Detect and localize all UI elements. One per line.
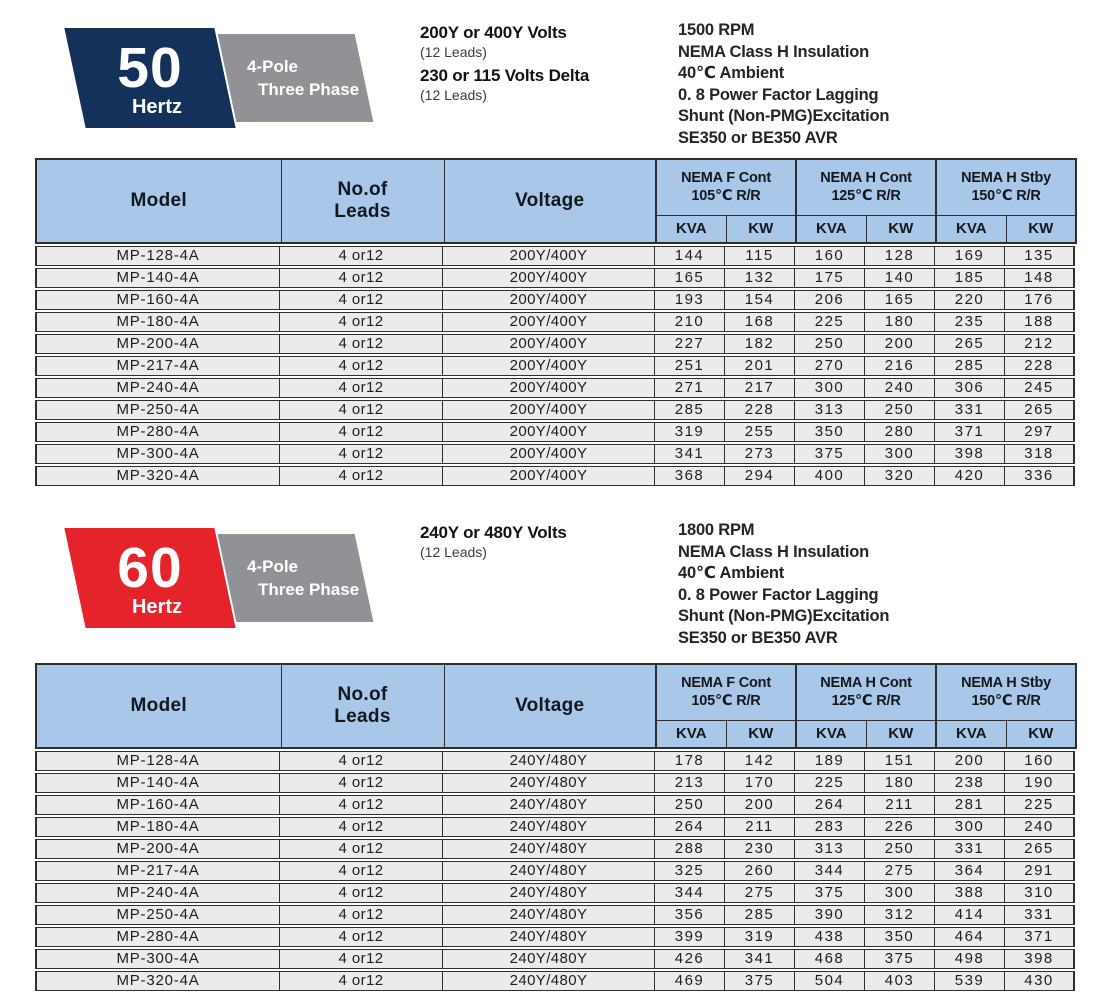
rating-cell: 356: [655, 905, 725, 925]
table-row: [35, 356, 1075, 376]
rating-cell: 336: [1005, 466, 1075, 486]
rating-cell: 160: [795, 246, 865, 266]
rating-cell: 312: [865, 905, 935, 925]
rating-cell: 140: [865, 268, 935, 288]
voltage-line: 200Y or 400Y Volts: [420, 23, 567, 42]
pole-badge: [227, 34, 364, 122]
model-cell: MP-280-4A: [35, 927, 280, 947]
voltage-info: [420, 522, 567, 565]
col-header-model: Model: [36, 159, 281, 243]
rating-cell: 212: [1005, 334, 1075, 354]
rating-cell: 188: [1005, 312, 1075, 332]
rating-cell: 400: [795, 466, 865, 486]
rating-cell: 265: [1005, 839, 1075, 859]
rating-cell: 364: [935, 861, 1005, 881]
spec-line: 40℃ Ambient: [678, 64, 785, 82]
voltage-cell: 200Y/400Y: [443, 444, 655, 464]
model-cell: MP-300-4A: [35, 949, 280, 969]
leads-cell: 4 or12: [280, 971, 443, 991]
spec-line: 1800 RPM: [678, 521, 755, 539]
col-header-kva: KVA: [796, 215, 866, 243]
col-header-kva: KVA: [656, 720, 726, 748]
col-header-kw: KW: [726, 215, 796, 243]
rating-cell: 398: [935, 444, 1005, 464]
rating-cell: 228: [725, 400, 795, 420]
rating-cell: 438: [795, 927, 865, 947]
rating-cell: 225: [795, 312, 865, 332]
voltage-cell: 240Y/480Y: [443, 905, 655, 925]
table-row: [35, 334, 1075, 354]
rating-cell: 325: [655, 861, 725, 881]
rating-cell: 225: [1005, 795, 1075, 815]
rating-cell: 300: [865, 883, 935, 903]
rating-cell: 285: [725, 905, 795, 925]
spec-line: NEMA Class H Insulation: [678, 42, 869, 61]
rating-cell: 128: [865, 246, 935, 266]
rating-cell: 350: [795, 422, 865, 442]
spec-line: NEMA Class H Insulation: [678, 542, 869, 561]
ratings-table-60hz: [35, 663, 1075, 993]
table-body: [35, 749, 1075, 993]
leads-cell: 4 or12: [280, 861, 443, 881]
col-header-kw: KW: [866, 215, 936, 243]
rating-cell: 469: [655, 971, 725, 991]
table-body: [35, 244, 1075, 488]
leads-note: (12 Leads): [420, 44, 487, 60]
rating-cell: 331: [935, 839, 1005, 859]
rating-cell: 285: [935, 356, 1005, 376]
ratings-table-50hz: [35, 158, 1075, 488]
table-row: [35, 751, 1075, 771]
leads-note: (12 Leads): [420, 87, 487, 103]
table-row: [35, 839, 1075, 859]
model-cell: MP-160-4A: [35, 795, 280, 815]
rating-cell: 135: [1005, 246, 1075, 266]
rating-cell: 148: [1005, 268, 1075, 288]
model-cell: MP-200-4A: [35, 334, 280, 354]
pole-badge: [227, 534, 364, 622]
frequency-unit: Hertz: [131, 595, 182, 618]
model-cell: MP-160-4A: [35, 290, 280, 310]
col-header-kw: KW: [1006, 720, 1076, 748]
table-row: [35, 312, 1075, 332]
voltage-cell: 240Y/480Y: [443, 751, 655, 771]
rating-cell: 464: [935, 927, 1005, 947]
rating-cell: 539: [935, 971, 1005, 991]
voltage-cell: 240Y/480Y: [443, 971, 655, 991]
rating-cell: 250: [865, 839, 935, 859]
voltage-line: 230 or 115 Volts Delta: [420, 66, 590, 85]
col-header-voltage: Voltage: [444, 664, 656, 748]
rating-cell: 260: [725, 861, 795, 881]
pole-label: 4-Pole: [247, 557, 299, 576]
rating-cell: 264: [795, 795, 865, 815]
table-row: [35, 422, 1075, 442]
rating-cell: 291: [1005, 861, 1075, 881]
col-group-nema-h-stby: NEMA H Stby 150℃ R/R: [936, 664, 1076, 720]
spec-list: [678, 520, 889, 649]
model-cell: MP-250-4A: [35, 400, 280, 420]
rating-cell: 168: [725, 312, 795, 332]
table-row: [35, 444, 1075, 464]
rating-cell: 132: [725, 268, 795, 288]
rating-cell: 375: [795, 444, 865, 464]
rating-cell: 170: [725, 773, 795, 793]
leads-cell: 4 or12: [280, 795, 443, 815]
rating-cell: 200: [725, 795, 795, 815]
model-cell: MP-180-4A: [35, 817, 280, 837]
table-header: [35, 158, 1077, 244]
leads-cell: 4 or12: [280, 905, 443, 925]
rating-cell: 225: [795, 773, 865, 793]
table-row: [35, 795, 1075, 815]
rating-cell: 264: [655, 817, 725, 837]
voltage-cell: 240Y/480Y: [443, 839, 655, 859]
rating-cell: 403: [865, 971, 935, 991]
rating-cell: 306: [935, 378, 1005, 398]
rating-cell: 281: [935, 795, 1005, 815]
rating-cell: 238: [935, 773, 1005, 793]
rating-cell: 154: [725, 290, 795, 310]
spec-line: Shunt (Non-PMG)Excitation: [678, 607, 890, 625]
col-header-kva: KVA: [656, 215, 726, 243]
leads-cell: 4 or12: [280, 334, 443, 354]
rating-cell: 255: [725, 422, 795, 442]
rating-cell: 265: [935, 334, 1005, 354]
frequency-value: 60: [117, 535, 183, 600]
leads-cell: 4 or12: [280, 751, 443, 771]
voltage-cell: 240Y/480Y: [443, 861, 655, 881]
rating-cell: 390: [795, 905, 865, 925]
model-cell: MP-240-4A: [35, 883, 280, 903]
rating-cell: 245: [1005, 378, 1075, 398]
leads-cell: 4 or12: [280, 949, 443, 969]
table-row: [35, 883, 1075, 903]
col-header-kw: KW: [866, 720, 936, 748]
table-header: [35, 663, 1077, 749]
model-cell: MP-140-4A: [35, 268, 280, 288]
leads-cell: 4 or12: [280, 246, 443, 266]
leads-cell: 4 or12: [280, 268, 443, 288]
model-cell: MP-320-4A: [35, 971, 280, 991]
rating-cell: 211: [865, 795, 935, 815]
rating-cell: 250: [655, 795, 725, 815]
rating-cell: 350: [865, 927, 935, 947]
rating-cell: 216: [865, 356, 935, 376]
rating-cell: 331: [1005, 905, 1075, 925]
col-group-nema-f-cont: NEMA F Cont 105℃ R/R: [656, 159, 796, 215]
col-header-voltage: Voltage: [444, 159, 656, 243]
frequency-unit: Hertz: [131, 95, 182, 118]
rating-cell: 200: [935, 751, 1005, 771]
leads-note: (12 Leads): [420, 544, 487, 560]
voltage-cell: 200Y/400Y: [443, 378, 655, 398]
rating-cell: 226: [865, 817, 935, 837]
rating-cell: 176: [1005, 290, 1075, 310]
table-row: [35, 817, 1075, 837]
voltage-cell: 240Y/480Y: [443, 927, 655, 947]
table-row: [35, 949, 1075, 969]
voltage-cell: 200Y/400Y: [443, 246, 655, 266]
rating-cell: 300: [795, 378, 865, 398]
voltage-cell: 200Y/400Y: [443, 400, 655, 420]
leads-cell: 4 or12: [280, 466, 443, 486]
rating-cell: 420: [935, 466, 1005, 486]
rating-cell: 430: [1005, 971, 1075, 991]
voltage-cell: 240Y/480Y: [443, 817, 655, 837]
rating-cell: 165: [865, 290, 935, 310]
rating-cell: 318: [1005, 444, 1075, 464]
rating-cell: 217: [725, 378, 795, 398]
voltage-cell: 200Y/400Y: [443, 290, 655, 310]
col-group-nema-h-cont: NEMA H Cont 125℃ R/R: [796, 664, 936, 720]
rating-cell: 250: [795, 334, 865, 354]
rating-cell: 180: [865, 773, 935, 793]
table-row: [35, 905, 1075, 925]
rating-cell: 115: [725, 246, 795, 266]
leads-cell: 4 or12: [280, 422, 443, 442]
model-cell: MP-217-4A: [35, 356, 280, 376]
leads-cell: 4 or12: [280, 817, 443, 837]
spec-line: Shunt (Non-PMG)Excitation: [678, 107, 890, 125]
model-cell: MP-140-4A: [35, 773, 280, 793]
leads-cell: 4 or12: [280, 400, 443, 420]
rating-cell: 230: [725, 839, 795, 859]
model-cell: MP-180-4A: [35, 312, 280, 332]
rating-cell: 375: [725, 971, 795, 991]
rating-cell: 271: [655, 378, 725, 398]
voltage-line: 240Y or 480Y Volts: [420, 523, 567, 542]
rating-cell: 288: [655, 839, 725, 859]
table-row: [35, 268, 1075, 288]
col-group-nema-f-cont: NEMA F Cont 105℃ R/R: [656, 664, 796, 720]
rating-cell: 275: [725, 883, 795, 903]
rating-cell: 182: [725, 334, 795, 354]
rating-cell: 320: [865, 466, 935, 486]
rating-cell: 151: [865, 751, 935, 771]
table-row: [35, 246, 1075, 266]
rating-cell: 240: [1005, 817, 1075, 837]
spec-line: SE350 or BE350 AVR: [678, 628, 838, 647]
rating-cell: 270: [795, 356, 865, 376]
model-cell: MP-300-4A: [35, 444, 280, 464]
col-header-kva: KVA: [936, 720, 1006, 748]
rating-cell: 368: [655, 466, 725, 486]
frequency-value: 50: [117, 35, 183, 100]
rating-cell: 498: [935, 949, 1005, 969]
rating-cell: 251: [655, 356, 725, 376]
model-cell: MP-250-4A: [35, 905, 280, 925]
rating-cell: 169: [935, 246, 1005, 266]
rating-cell: 280: [865, 422, 935, 442]
rating-cell: 344: [795, 861, 865, 881]
frequency-badge-50: [75, 28, 225, 128]
leads-cell: 4 or12: [280, 444, 443, 464]
rating-cell: 297: [1005, 422, 1075, 442]
spec-line: 0. 8 Power Factor Lagging: [678, 85, 879, 104]
model-cell: MP-128-4A: [35, 751, 280, 771]
rating-cell: 220: [935, 290, 1005, 310]
rating-cell: 240: [865, 378, 935, 398]
rating-cell: 142: [725, 751, 795, 771]
table-row: [35, 400, 1075, 420]
rating-cell: 285: [655, 400, 725, 420]
spec-line: 1500 RPM: [678, 21, 755, 39]
table-row: [35, 861, 1075, 881]
table-row: [35, 971, 1075, 991]
rating-cell: 398: [1005, 949, 1075, 969]
rating-cell: 341: [725, 949, 795, 969]
col-group-nema-h-cont: NEMA H Cont 125℃ R/R: [796, 159, 936, 215]
frequency-badge-60: [75, 528, 225, 628]
section-50hz-header: [0, 18, 1105, 158]
rating-cell: 213: [655, 773, 725, 793]
rating-cell: 300: [935, 817, 1005, 837]
rating-cell: 228: [1005, 356, 1075, 376]
leads-cell: 4 or12: [280, 773, 443, 793]
model-cell: MP-217-4A: [35, 861, 280, 881]
voltage-cell: 200Y/400Y: [443, 334, 655, 354]
col-header-leads: No.of Leads: [281, 664, 444, 748]
rating-cell: 371: [935, 422, 1005, 442]
table-row: [35, 466, 1075, 486]
rating-cell: 388: [935, 883, 1005, 903]
rating-cell: 283: [795, 817, 865, 837]
rating-cell: 178: [655, 751, 725, 771]
rating-cell: 250: [865, 400, 935, 420]
rating-cell: 185: [935, 268, 1005, 288]
rating-cell: 144: [655, 246, 725, 266]
col-header-leads: No.of Leads: [281, 159, 444, 243]
rating-cell: 426: [655, 949, 725, 969]
phase-label: Three Phase: [258, 80, 360, 99]
rating-cell: 504: [795, 971, 865, 991]
rating-cell: 294: [725, 466, 795, 486]
rating-cell: 310: [1005, 883, 1075, 903]
rating-cell: 344: [655, 883, 725, 903]
voltage-cell: 240Y/480Y: [443, 795, 655, 815]
voltage-cell: 240Y/480Y: [443, 773, 655, 793]
leads-cell: 4 or12: [280, 883, 443, 903]
table-row: [35, 290, 1075, 310]
voltage-cell: 200Y/400Y: [443, 422, 655, 442]
voltage-cell: 240Y/480Y: [443, 949, 655, 969]
leads-cell: 4 or12: [280, 290, 443, 310]
table-row: [35, 378, 1075, 398]
rating-cell: 331: [935, 400, 1005, 420]
rating-cell: 375: [865, 949, 935, 969]
phase-label: Three Phase: [258, 580, 360, 599]
model-cell: MP-240-4A: [35, 378, 280, 398]
leads-cell: 4 or12: [280, 839, 443, 859]
rating-cell: 319: [725, 927, 795, 947]
col-group-nema-h-stby: NEMA H Stby 150℃ R/R: [936, 159, 1076, 215]
leads-cell: 4 or12: [280, 356, 443, 376]
spec-line: 0. 8 Power Factor Lagging: [678, 585, 879, 604]
rating-cell: 206: [795, 290, 865, 310]
voltage-cell: 200Y/400Y: [443, 312, 655, 332]
rating-cell: 468: [795, 949, 865, 969]
spec-list: [678, 20, 889, 149]
voltage-cell: 240Y/480Y: [443, 883, 655, 903]
model-cell: MP-320-4A: [35, 466, 280, 486]
model-cell: MP-128-4A: [35, 246, 280, 266]
model-cell: MP-200-4A: [35, 839, 280, 859]
leads-cell: 4 or12: [280, 927, 443, 947]
leads-cell: 4 or12: [280, 312, 443, 332]
rating-cell: 265: [1005, 400, 1075, 420]
rating-cell: 201: [725, 356, 795, 376]
voltage-cell: 200Y/400Y: [443, 466, 655, 486]
col-header-kw: KW: [726, 720, 796, 748]
rating-cell: 319: [655, 422, 725, 442]
rating-cell: 200: [865, 334, 935, 354]
voltage-info: [420, 22, 589, 108]
rating-cell: 273: [725, 444, 795, 464]
col-header-kva: KVA: [796, 720, 866, 748]
voltage-cell: 200Y/400Y: [443, 268, 655, 288]
col-header-kw: KW: [1006, 215, 1076, 243]
model-cell: MP-280-4A: [35, 422, 280, 442]
rating-cell: 165: [655, 268, 725, 288]
rating-cell: 414: [935, 905, 1005, 925]
rating-cell: 235: [935, 312, 1005, 332]
rating-cell: 371: [1005, 927, 1075, 947]
rating-cell: 175: [795, 268, 865, 288]
section-60hz-header: [0, 518, 1105, 658]
col-header-kva: KVA: [936, 215, 1006, 243]
spec-line: SE350 or BE350 AVR: [678, 128, 838, 147]
leads-cell: 4 or12: [280, 378, 443, 398]
rating-cell: 210: [655, 312, 725, 332]
spec-line: 40℃ Ambient: [678, 564, 785, 582]
rating-cell: 399: [655, 927, 725, 947]
voltage-cell: 200Y/400Y: [443, 356, 655, 376]
rating-cell: 300: [865, 444, 935, 464]
rating-cell: 193: [655, 290, 725, 310]
rating-cell: 227: [655, 334, 725, 354]
rating-cell: 160: [1005, 751, 1075, 771]
rating-cell: 275: [865, 861, 935, 881]
pole-label: 4-Pole: [247, 57, 299, 76]
rating-cell: 375: [795, 883, 865, 903]
rating-cell: 211: [725, 817, 795, 837]
rating-cell: 189: [795, 751, 865, 771]
col-header-model: Model: [36, 664, 281, 748]
rating-cell: 180: [865, 312, 935, 332]
rating-cell: 341: [655, 444, 725, 464]
rating-cell: 313: [795, 400, 865, 420]
table-row: [35, 927, 1075, 947]
rating-cell: 190: [1005, 773, 1075, 793]
rating-cell: 313: [795, 839, 865, 859]
table-row: [35, 773, 1075, 793]
